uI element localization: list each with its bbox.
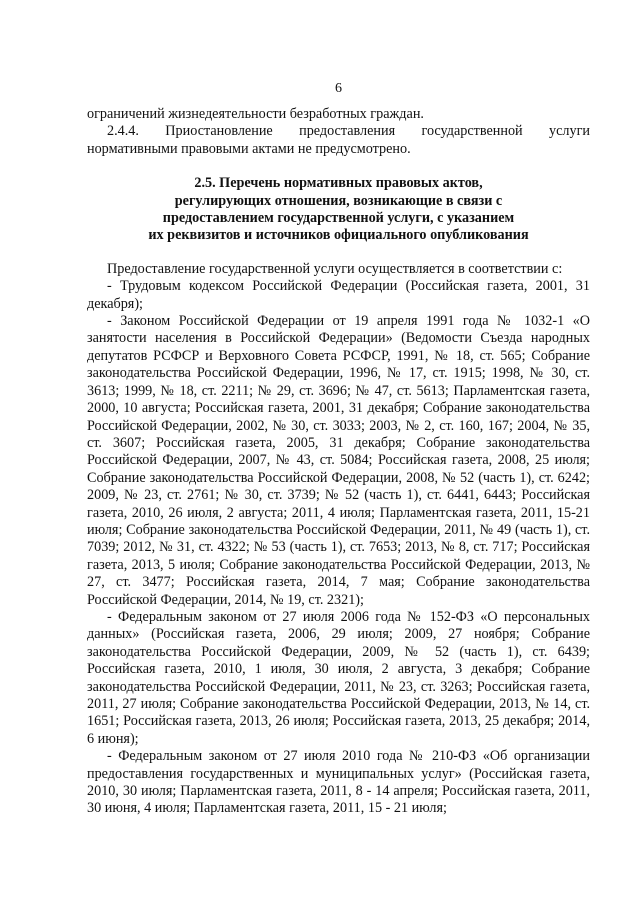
list-item-personal-data-law: - Федеральным законом от 27 июля 2006 года № 152-ФЗ «О персональных данных» (Российская газета, 2006, 29 июля; 2009, 27 ноября; Собрание законодательства Российской Федерации, 2009, № 52 (часть 1), ст. 6439; Российская газета, 2010, 1 июля, 30 июля, 2 августа, 3 декабря; Собрание законодательства Российской Федерации, 2011, № 23, ст. 3263; Российская газета, 2011, 27 июля; Собрание законодательства Российской Федерации, 2013, № 14, ст. 1651; Российская газета, 2013, 26 июля; Российская газета, 2013, 25 декабря; 2014, 6 июня);: [87, 608, 590, 747]
paragraph-2-4-4: 2.4.4. Приостановление предоставления государственной услуги нормативными правовыми актами не предусмотрено.: [87, 123, 590, 157]
heading-line: регулирующих отношения, возникающие в связи с: [174, 192, 503, 209]
section-heading-2-5: [87, 175, 590, 245]
list-item-labor-code: - Трудовым кодексом Российской Федерации (Российская газета, 2001, 31 декабря);: [87, 278, 590, 312]
heading-line: предоставлением государственной услуги, с указанием: [162, 210, 515, 227]
list-item-employment-law: - Законом Российской Федерации от 19 апреля 1991 года № 1032-1 «О занятости населения в Российской Федерации» (Ведомости Съезда народных депутатов РСФСР и Верховного Совета РСФСР, 1991, № 18, ст. 565; Собрание законодательства Российской Федерации, 1996, № 17, ст. 1915; 1998, № 30, ст. 3613; 1999, № 18, ст. 2211; № 29, ст. 3696; № 47, ст. 5613; Парламентская газета, 2000, 10 августа; Российская газета, 2001, 31 декабря; Собрание законодательства Российской Федерации, 2002, № 30, ст. 3033; 2003, № 2, ст. 160, 167; 2004, № 35, ст. 3607; Российская газета, 2005, 31 декабря; Собрание законодательства Российской Федерации, 2007, № 43, ст. 5084; Российская газета, 2008, 25 июля; Собрание законодательства Российской Федерации, 2008, № 52 (часть 1), ст. 6242; 2009, № 23, ст. 2761; № 30, ст. 3739; № 52 (часть 1), ст. 6441, 6443; Российская газета, 2010, 26 июля, 2 августа; 2011, 4 июля; Парламентская газета, 2011, 15-21 июля; Собрание законодательства Российской Федерации, 2011, № 49 (часть 1), ст. 7039; 2012, № 31, ст. 4322; № 53 (часть 1), ст. 7653; 2013, № 8, ст. 717; Российская газета, 2013, 5 июля; Собрание законодательства Российской Федерации, 2013, № 27, ст. 3477; Российская газета, 2014, 7 мая; Собрание законодательства Российской Федерации, 2014, № 19, ст. 2321);: [87, 313, 590, 608]
paragraph-intro: Предоставление государственной услуги осуществляется в соответствии с:: [107, 260, 563, 277]
section-body: [87, 261, 590, 818]
heading-line: их реквизитов и источников официального опубликования: [148, 227, 529, 244]
list-item-public-services-law: - Федеральным законом от 27 июля 2010 года № 210-ФЗ «Об организации предоставления государственных и муниципальных услуг» (Российская газета, 2010, 30 июля; Парламентская газета, 2011, 8 - 14 апреля; Российская газета, 2011, 30 июня, 4 июля; Парламентская газета, 2011, 15 - 21 июля;: [87, 748, 590, 817]
page-number: 6: [335, 81, 342, 96]
heading-line: 2.5. Перечень нормативных правовых актов,: [194, 175, 483, 192]
paragraph-continuation: ограничений жизнедеятельности безработных граждан.: [87, 106, 424, 122]
top-text: [87, 106, 590, 158]
